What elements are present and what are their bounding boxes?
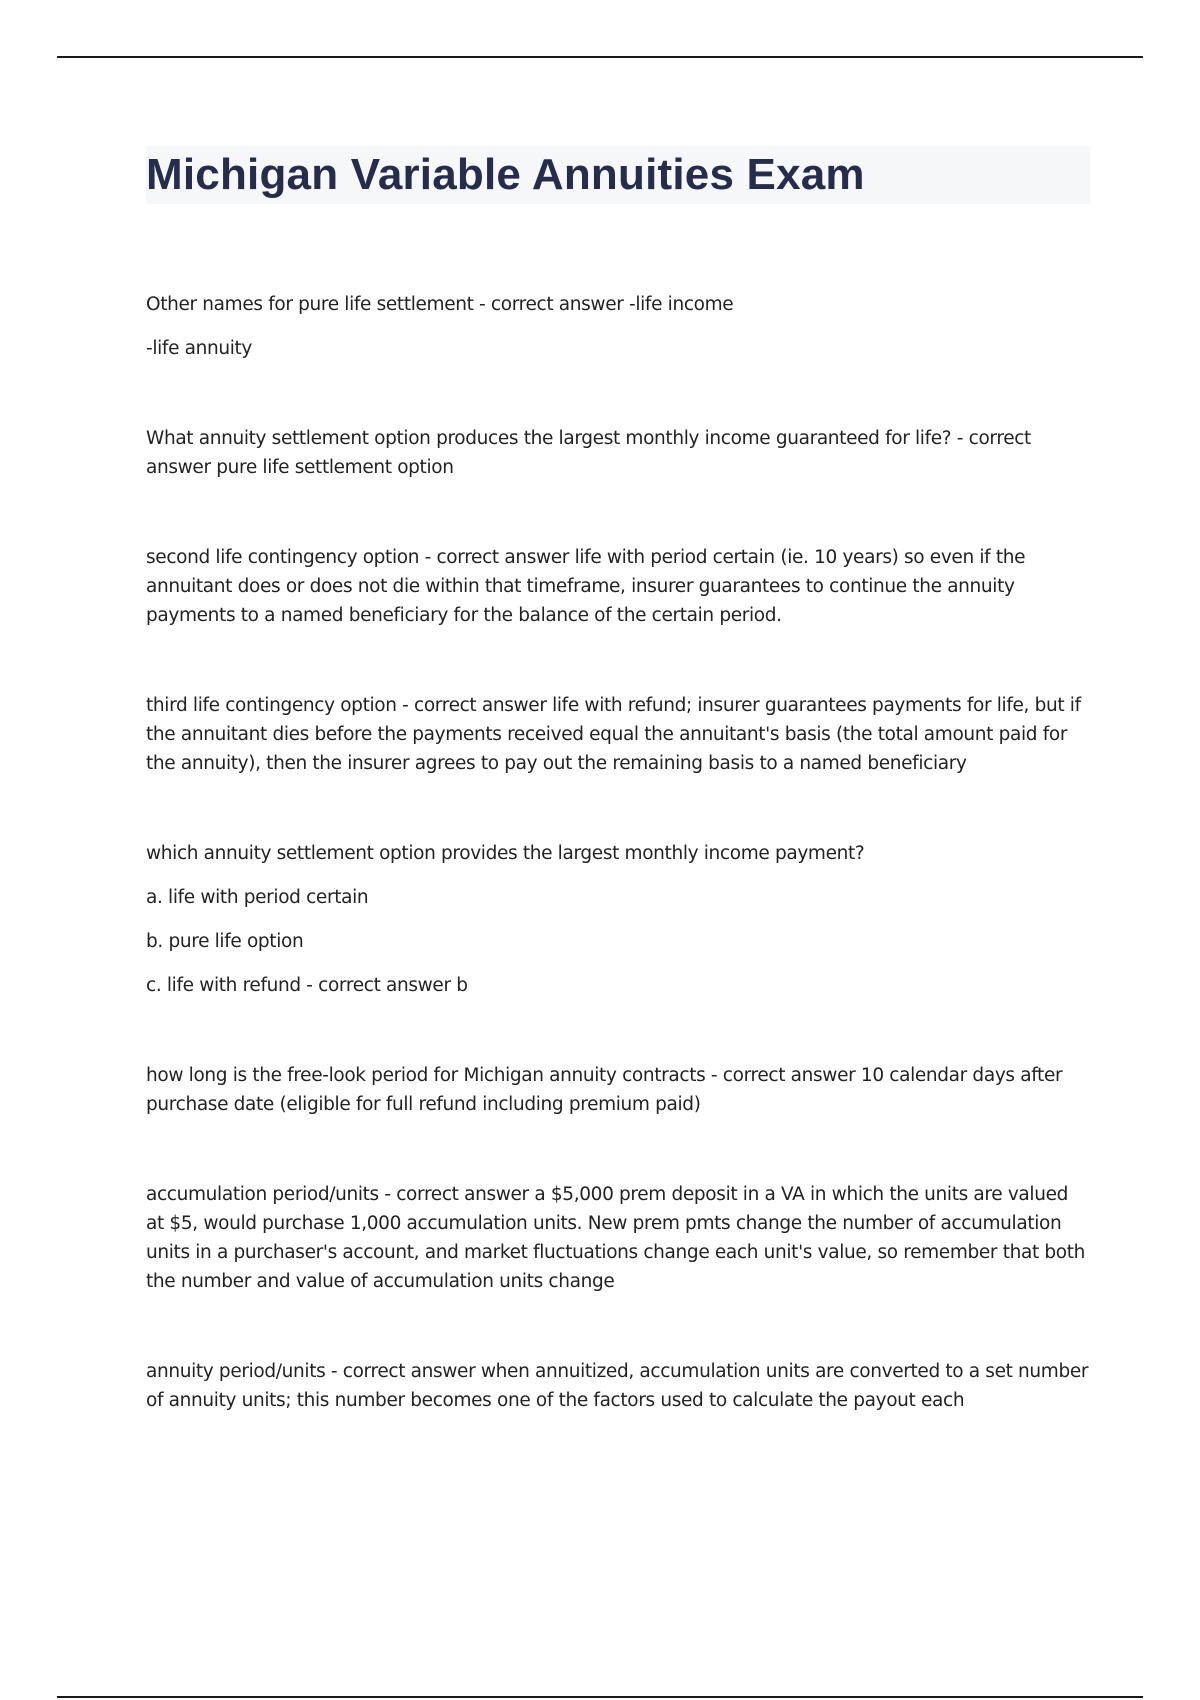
qa-entry <box>146 839 1090 1000</box>
qa-entry <box>146 1357 1090 1415</box>
document-title: Michigan Variable Annuities Exam <box>146 150 865 199</box>
title-band <box>146 146 1090 204</box>
qa-question-line: third life contingency option - correct answer life with refund; insurer guarantees payments for life, but if the annuitant dies before the payments received equal the annuitant's basis (the total amount paid for the annuity), then the insurer agrees to pay out the remaining basis to a named beneficiary <box>146 695 1081 774</box>
qa-entry <box>146 424 1090 482</box>
qa-entries <box>146 290 1090 1415</box>
qa-continuation-line: -life annuity <box>146 338 253 359</box>
qa-entry <box>146 543 1090 630</box>
qa-question-line: which annuity settlement option provides the largest monthly income payment? <box>146 843 865 864</box>
qa-continuation-line: c. life with refund - correct answer b <box>146 975 468 996</box>
qa-entry <box>146 1061 1090 1119</box>
top-rule <box>57 56 1143 58</box>
qa-question-line: second life contingency option - correct answer life with period certain (ie. 10 years) so even if the annuitant does or does not die within that timeframe, insurer guarantees to continue the annuity payments to a named beneficiary for the balance of the certain period. <box>146 547 1026 626</box>
qa-question-line: Other names for pure life settlement - correct answer -life income <box>146 294 734 315</box>
document-body <box>146 146 1090 1476</box>
qa-entry <box>146 290 1090 363</box>
qa-question-line: accumulation period/units - correct answer a $5,000 prem deposit in a VA in which the units are valued at $5, would purchase 1,000 accumulation units. New prem pmts change the number of accumulation units in a purchaser's account, and market fluctuations change each unit's value, so remember that both the number and value of accumulation units change <box>146 1184 1086 1292</box>
qa-question-line: annuity period/units - correct answer when annuitized, accumulation units are converted to a set number of annuity units; this number becomes one of the factors used to calculate the payout each <box>146 1361 1089 1411</box>
qa-question-line: how long is the free-look period for Michigan annuity contracts - correct answer 10 calendar days after purchase date (eligible for full refund including premium paid) <box>146 1065 1063 1115</box>
qa-question-line: What annuity settlement option produces the largest monthly income guaranteed for life? - correct answer pure life settlement option <box>146 428 1031 478</box>
bottom-rule <box>57 1696 1143 1698</box>
qa-entry <box>146 691 1090 778</box>
qa-continuation-line: b. pure life option <box>146 931 304 952</box>
qa-continuation-line: a. life with period certain <box>146 887 369 908</box>
qa-entry <box>146 1180 1090 1296</box>
